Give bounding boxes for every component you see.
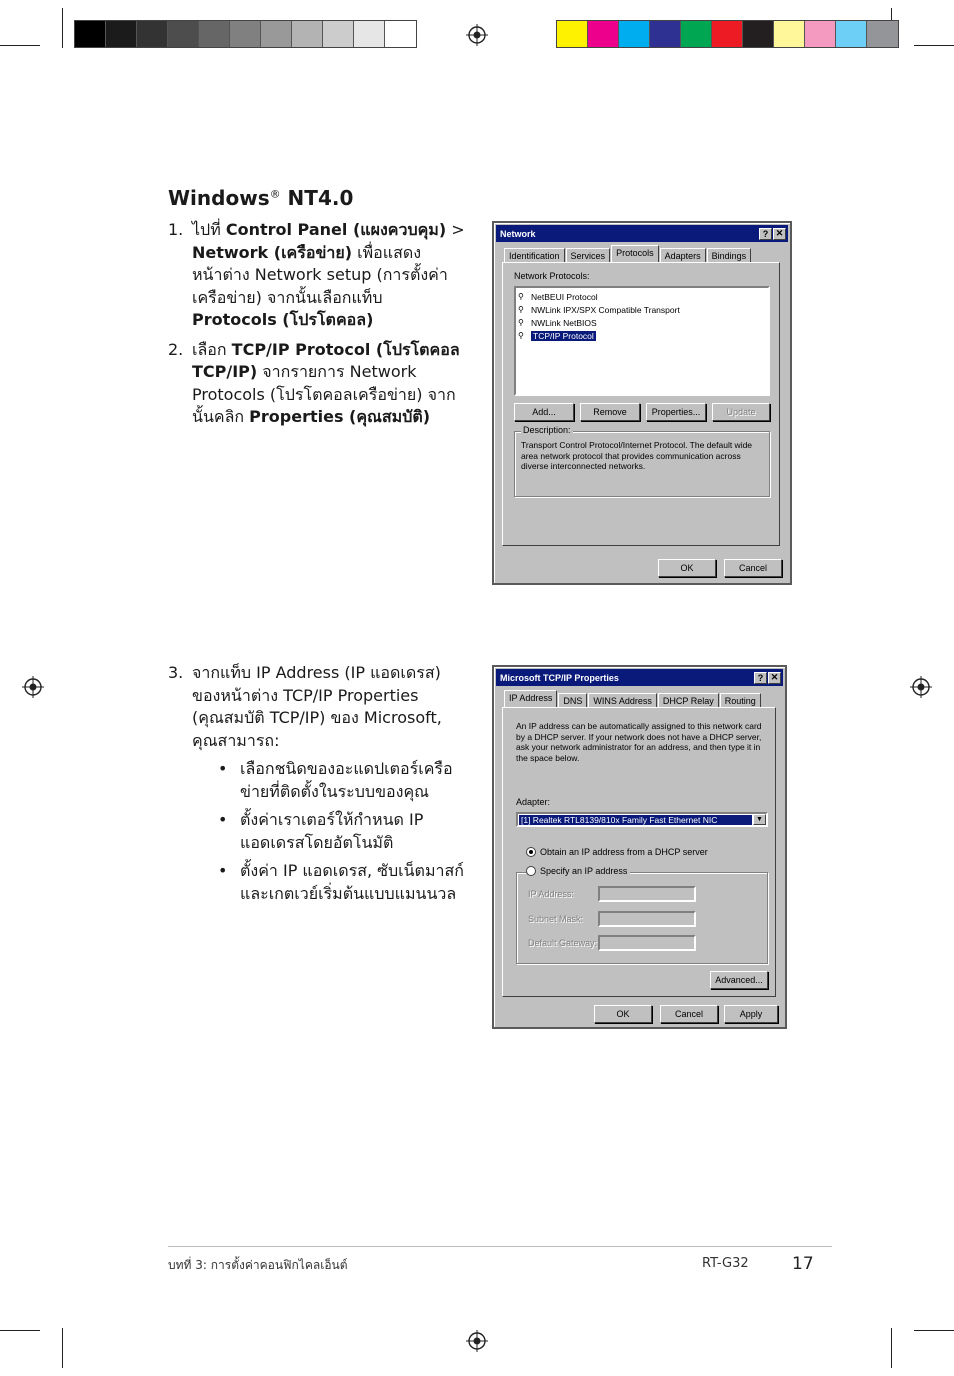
adapter-value: [1] Realtek RTL8139/810x Family Fast Ethernet NIC bbox=[519, 815, 752, 825]
step-text-run: จากแท็บ IP Address (IP แอดเดรส) ของหน้าต่าง TCP/IP Properties (คุณสมบัติ TCP/IP) ของ Microsoft, คุณสามารถ: bbox=[192, 663, 442, 750]
remove-button[interactable]: Remove bbox=[580, 403, 640, 421]
adapter-select[interactable] bbox=[516, 812, 768, 827]
list-item[interactable] bbox=[516, 329, 768, 342]
crop-mark bbox=[0, 45, 40, 46]
adapter-label: Adapter: bbox=[516, 797, 551, 807]
color-swatch bbox=[867, 21, 898, 47]
color-swatch bbox=[588, 21, 619, 47]
tab-identification[interactable]: Identification bbox=[504, 248, 565, 263]
bullet-dot-icon: • bbox=[218, 861, 228, 880]
description-text: Transport Control Protocol/Internet Protocol. The default wide area network protocol that provides communication across diverse interconnected networks. bbox=[521, 440, 753, 471]
step-text bbox=[192, 339, 468, 429]
registration-mark-icon bbox=[466, 24, 488, 46]
crop-mark bbox=[914, 1330, 954, 1331]
color-swatch bbox=[354, 21, 385, 47]
color-swatch bbox=[106, 21, 137, 47]
help-button[interactable]: ? bbox=[754, 672, 767, 684]
cancel-button[interactable]: Cancel bbox=[660, 1005, 718, 1023]
step-number: 2. bbox=[168, 339, 184, 359]
color-swatch bbox=[805, 21, 836, 47]
tab-dns[interactable]: DNS bbox=[558, 693, 587, 708]
network-protocol-icon: ⚲ bbox=[518, 305, 524, 314]
default-gateway-field[interactable] bbox=[598, 935, 696, 951]
steps-list-part-1 bbox=[168, 219, 468, 436]
radio-obtain-dhcp-label: Obtain an IP address from a DHCP server bbox=[540, 847, 708, 857]
step-text bbox=[192, 662, 468, 911]
tcpip-dialog-title: Microsoft TCP/IP Properties bbox=[500, 672, 619, 683]
step-ui-term: Properties (คุณสมบัติ) bbox=[249, 407, 431, 426]
network-dialog bbox=[492, 221, 792, 585]
protocol-name: NWLink IPX/SPX Compatible Transport bbox=[531, 304, 680, 315]
protocol-name: NWLink NetBIOS bbox=[531, 317, 597, 328]
footer-divider bbox=[168, 1246, 832, 1247]
radio-selected-icon bbox=[526, 847, 536, 857]
tcpip-properties-dialog bbox=[492, 665, 787, 1029]
update-button[interactable]: Update bbox=[712, 403, 770, 421]
color-swatch bbox=[261, 21, 292, 47]
grayscale-color-bar bbox=[74, 20, 417, 48]
tab-routing[interactable]: Routing bbox=[720, 693, 761, 708]
color-swatch bbox=[712, 21, 743, 47]
bullet-text: เลือกชนิดของอะแดปเตอร์เครือข่ายที่ติดตั้งในระบบของคุณ bbox=[240, 759, 453, 801]
color-swatch bbox=[557, 21, 588, 47]
ip-address-field[interactable] bbox=[598, 886, 696, 902]
step-3 bbox=[168, 662, 468, 911]
footer-chapter-title: บทที่ 3: การตั้งค่าคอนฟิกไคลเอ็นต์ bbox=[168, 1258, 348, 1272]
step-text-run: จากรายการ Network Protocols (โปรโตคอลเครือข่าย) จากนั้นคลิก bbox=[192, 362, 456, 426]
step-text bbox=[192, 219, 468, 332]
step-ui-term: TCP/IP Protocol (โปรโตคอล TCP/IP) bbox=[192, 339, 460, 381]
chevron-down-icon[interactable]: ▼ bbox=[753, 814, 766, 825]
network-protocol-icon: ⚲ bbox=[518, 318, 524, 327]
footer-model-name: RT-G32 bbox=[702, 1256, 749, 1271]
radio-specify-ip[interactable] bbox=[526, 866, 630, 876]
color-swatch bbox=[199, 21, 230, 47]
close-button[interactable]: ✕ bbox=[773, 228, 786, 240]
apply-button[interactable]: Apply bbox=[724, 1005, 778, 1023]
color-swatch bbox=[774, 21, 805, 47]
section-title: Windows® NT4.0 bbox=[168, 186, 354, 210]
color-swatch bbox=[323, 21, 354, 47]
help-button[interactable]: ? bbox=[759, 228, 772, 240]
color-swatch bbox=[650, 21, 681, 47]
color-swatch bbox=[743, 21, 774, 47]
add-button[interactable]: Add... bbox=[514, 403, 574, 421]
protocol-name: NetBEUI Protocol bbox=[531, 291, 598, 302]
protocol-name: TCP/IP Protocol bbox=[533, 330, 594, 341]
subnet-mask-label: Subnet Mask: bbox=[528, 914, 584, 924]
dhcp-info-text: An IP address can be automatically assigned to this network card by a DHCP server. If your network does not have a DHCP server, ask your network administrator for an address, and then type it in the space below. bbox=[516, 721, 762, 763]
color-swatch bbox=[230, 21, 261, 47]
registration-mark-icon bbox=[910, 676, 932, 698]
bullet-item bbox=[216, 809, 468, 854]
color-swatch bbox=[836, 21, 867, 47]
tcpip-dialog-titlebar bbox=[496, 669, 783, 686]
bullet-text: ตั้งค่าเราเตอร์ให้กำหนด IP แอดเดรสโดยอัตโนมัติ bbox=[240, 810, 424, 852]
color-swatch bbox=[168, 21, 199, 47]
step-ui-term: Protocols (โปรโตคอล) bbox=[192, 310, 374, 329]
crop-mark bbox=[891, 1328, 892, 1368]
network-protocols-label: Network Protocols: bbox=[514, 271, 590, 281]
network-tabs bbox=[504, 248, 752, 263]
list-item[interactable] bbox=[516, 316, 768, 329]
radio-specify-ip-label: Specify an IP address bbox=[540, 866, 628, 876]
tab-protocols[interactable]: Protocols bbox=[611, 245, 659, 263]
step-text-run: เพื่อแสดงหน้าต่าง Network setup (การตั้งค่าเครือข่าย) จากนั้นเลือกแท็บ bbox=[192, 242, 448, 307]
network-protocol-icon: ⚲ bbox=[518, 292, 524, 301]
crop-mark bbox=[0, 1330, 40, 1331]
advanced-button[interactable]: Advanced... bbox=[710, 971, 768, 989]
close-button[interactable]: ✕ bbox=[768, 672, 781, 684]
step-number: 3. bbox=[168, 663, 184, 682]
network-dialog-titlebar bbox=[496, 225, 788, 242]
bullet-text: ตั้งค่า IP แอดเดรส, ซับเน็ตมาสก์ และเกตเวย์เริ่มต้นแบบแมนนวล bbox=[240, 861, 464, 903]
color-swatch bbox=[75, 21, 106, 47]
step-number: 1. bbox=[168, 220, 184, 239]
crop-mark bbox=[62, 1328, 63, 1368]
crop-mark bbox=[914, 45, 954, 46]
bullet-dot-icon: • bbox=[218, 810, 228, 829]
radio-obtain-dhcp[interactable] bbox=[526, 847, 708, 857]
list-item[interactable] bbox=[516, 303, 768, 316]
bullet-item bbox=[216, 860, 468, 905]
tab-adapters[interactable]: Adapters bbox=[660, 248, 706, 263]
radio-unselected-icon bbox=[526, 866, 536, 876]
bullet-item bbox=[216, 758, 468, 803]
color-swatch bbox=[137, 21, 168, 47]
list-item[interactable] bbox=[516, 290, 768, 303]
step-1 bbox=[168, 219, 468, 332]
step-text-run: ไปที่ bbox=[192, 220, 226, 239]
tab-wins-address[interactable]: WINS Address bbox=[588, 693, 657, 708]
color-swatch bbox=[385, 21, 416, 47]
process-color-bar bbox=[556, 20, 899, 48]
color-swatch bbox=[292, 21, 323, 47]
tab-services[interactable]: Services bbox=[566, 248, 611, 263]
tab-ip-address[interactable]: IP Address bbox=[504, 690, 557, 708]
color-swatch bbox=[619, 21, 650, 47]
registration-mark-icon bbox=[466, 1330, 488, 1352]
tcpip-tabs bbox=[504, 693, 762, 708]
step-text-run: เลือก bbox=[192, 339, 232, 359]
ok-button[interactable]: OK bbox=[594, 1005, 652, 1023]
color-swatch bbox=[681, 21, 712, 47]
description-label: Description: bbox=[523, 425, 571, 435]
ip-address-label: IP Address: bbox=[528, 889, 574, 899]
step-ui-term: Network (เครือข่าย) bbox=[192, 242, 353, 262]
step-ui-term: Control Panel (แผงควบคุม) bbox=[225, 220, 447, 239]
crop-mark bbox=[62, 8, 63, 48]
network-protocols-list[interactable] bbox=[514, 286, 770, 396]
step-2 bbox=[168, 339, 468, 429]
registration-mark-icon bbox=[22, 676, 44, 698]
cancel-button[interactable]: Cancel bbox=[724, 559, 782, 577]
bullet-dot-icon: • bbox=[218, 759, 228, 778]
step-bullets bbox=[192, 758, 468, 905]
subnet-mask-field[interactable] bbox=[598, 911, 696, 927]
network-dialog-title: Network bbox=[500, 228, 536, 239]
tab-dhcp-relay[interactable]: DHCP Relay bbox=[658, 693, 719, 708]
tab-bindings[interactable]: Bindings bbox=[707, 248, 752, 263]
steps-list-part-2 bbox=[168, 662, 468, 918]
network-protocol-icon: ⚲ bbox=[518, 331, 524, 340]
page-number: 17 bbox=[792, 1254, 814, 1274]
properties-button[interactable]: Properties... bbox=[646, 403, 706, 421]
step-text-run: > bbox=[446, 220, 465, 239]
default-gateway-label: Default Gateway: bbox=[528, 938, 598, 948]
ok-button[interactable]: OK bbox=[658, 559, 716, 577]
